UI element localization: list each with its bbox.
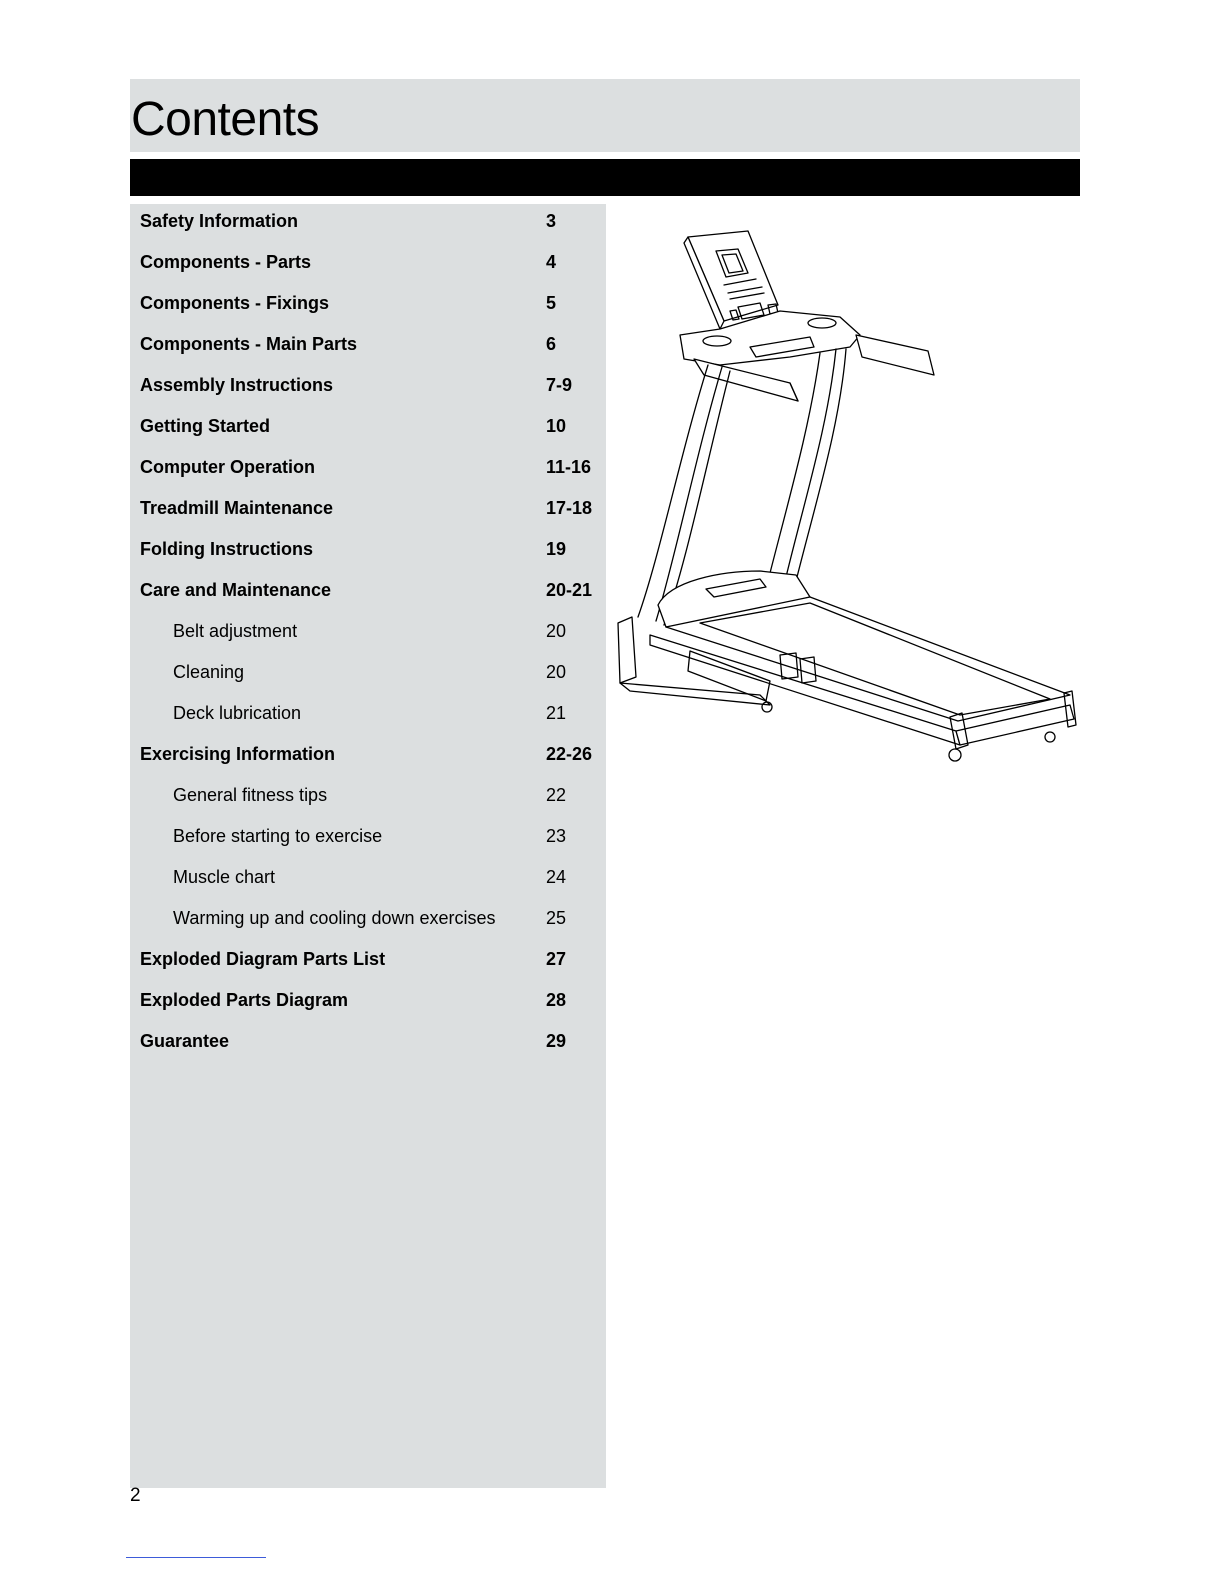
page-number: 2 (130, 1485, 141, 1506)
toc-entry-page: 3 (546, 211, 557, 231)
toc-entry-label: Muscle chart (173, 867, 276, 887)
footer-rule (126, 1557, 266, 1558)
treadmill-illustration (610, 225, 1080, 770)
toc-entry-label: Safety Information (140, 211, 299, 231)
toc-entry-label: Exploded Parts Diagram (140, 990, 349, 1010)
toc-entry-label: Belt adjustment (173, 621, 298, 641)
toc-entry-page: 20 (546, 621, 567, 641)
toc-entry-label: Components - Fixings (140, 293, 329, 313)
toc-entry-label: Deck lubrication (173, 703, 302, 723)
toc-entry[interactable] (130, 696, 606, 737)
toc-entry[interactable] (130, 573, 606, 614)
toc-entry-label: Before starting to exercise (173, 826, 383, 846)
toc-entry-label: Components - Parts (140, 252, 312, 272)
toc-entry-page: 20 (546, 662, 567, 682)
toc-entry-page: 6 (546, 334, 557, 354)
toc-entry-label: Folding Instructions (140, 539, 313, 559)
console-base (680, 311, 860, 365)
toc-entry-page: 27 (546, 949, 567, 969)
toc-entry-page: 7-9 (546, 375, 573, 395)
toc-entry-label: Cleaning (173, 662, 245, 682)
toc-entry-page: 21 (546, 703, 567, 723)
toc-entry-page: 29 (546, 1031, 567, 1051)
toc-entry[interactable] (130, 737, 606, 778)
toc-entry-page: 11-16 (546, 457, 592, 477)
toc-entry[interactable] (130, 860, 606, 901)
toc-entry-page: 25 (546, 908, 567, 928)
toc-entry-label: Warming up and cooling down exercises (173, 908, 496, 928)
toc-entry-label: Exploded Diagram Parts List (140, 949, 386, 969)
toc-entry[interactable] (130, 819, 606, 860)
toc-entry[interactable] (130, 491, 606, 532)
toc-entry-page: 20-21 (546, 580, 593, 600)
toc-entry[interactable] (130, 327, 606, 368)
toc-entry[interactable] (130, 204, 606, 245)
toc-entry[interactable] (130, 1024, 606, 1065)
title-divider-bar (130, 159, 1080, 196)
toc-entry-page: 4 (546, 252, 557, 272)
toc-entry-page: 23 (546, 826, 567, 846)
toc-entry-label: General fitness tips (173, 785, 328, 805)
toc-entry-page: 17-18 (546, 498, 593, 518)
toc-entry[interactable] (130, 245, 606, 286)
toc-entry-page: 5 (546, 293, 557, 313)
toc-entry-label: Assembly Instructions (140, 375, 334, 395)
toc-entry[interactable] (130, 942, 606, 983)
toc-entry-label: Treadmill Maintenance (140, 498, 334, 518)
toc-entry[interactable] (130, 532, 606, 573)
toc-entry-page: 24 (546, 867, 567, 887)
toc-entry[interactable] (130, 655, 606, 696)
toc-entry[interactable] (130, 778, 606, 819)
toc-entry[interactable] (130, 286, 606, 327)
console-panel (684, 231, 778, 329)
toc-entry-page: 22 (546, 785, 567, 805)
toc-entry-label: Components - Main Parts (140, 334, 358, 354)
toc-entry-label: Care and Maintenance (140, 580, 332, 600)
toc-entry-page: 28 (546, 990, 567, 1010)
toc-entry-page: 22-26 (546, 744, 593, 764)
table-of-contents (130, 204, 606, 1488)
toc-entry[interactable] (130, 368, 606, 409)
toc-entry-page: 10 (546, 416, 567, 436)
running-deck (650, 597, 1076, 749)
page-title: Contents (131, 93, 320, 146)
toc-entry-page: 19 (546, 539, 567, 559)
toc-entry-label: Computer Operation (140, 457, 316, 477)
toc-entry-label: Exercising Information (140, 744, 336, 764)
toc-entry-label: Getting Started (140, 416, 271, 436)
toc-entry[interactable] (130, 450, 606, 491)
toc-entry[interactable] (130, 409, 606, 450)
toc-entry-label: Guarantee (140, 1031, 230, 1051)
toc-entry[interactable] (130, 614, 606, 655)
toc-entry[interactable] (130, 983, 606, 1024)
toc-entry[interactable] (130, 901, 606, 942)
